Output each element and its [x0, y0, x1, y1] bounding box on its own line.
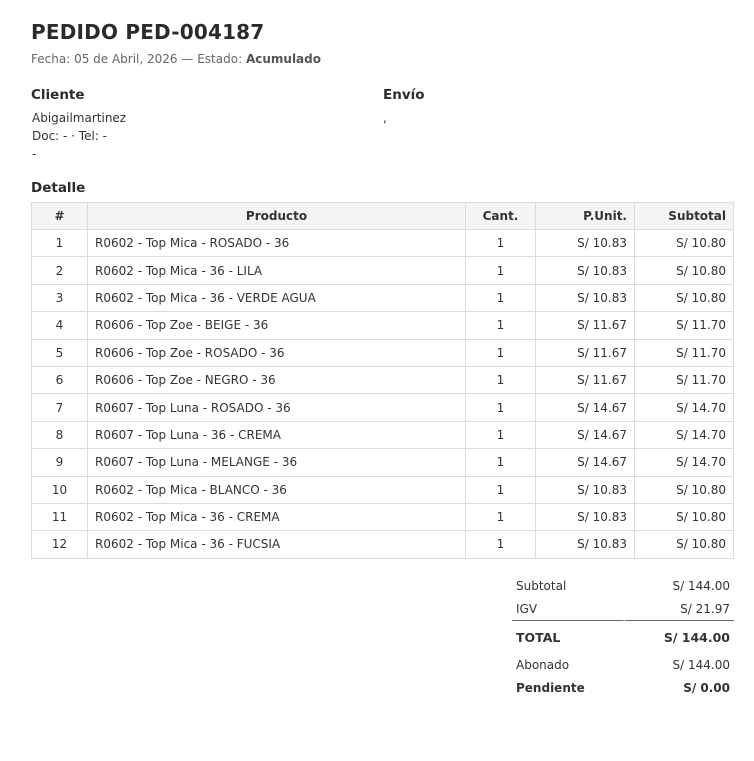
paid-value: S/ 144.00 [672, 657, 730, 672]
row-unit-price: S/ 10.83 [536, 503, 635, 530]
row-number: 6 [32, 366, 88, 393]
row-product: R0607 - Top Luna - MELANGE - 36 [88, 449, 466, 476]
row-product: R0602 - Top Mica - 36 - CREMA [88, 503, 466, 530]
row-number: 11 [32, 503, 88, 530]
row-quantity: 1 [466, 257, 536, 284]
date-label: Fecha: [31, 52, 71, 66]
row-quantity: 1 [466, 284, 536, 311]
row-product: R0602 - Top Mica - 36 - LILA [88, 257, 466, 284]
table-row [32, 230, 734, 257]
row-subtotal: S/ 11.70 [635, 339, 734, 366]
shipping-heading: Envío [383, 87, 425, 103]
row-product: R0606 - Top Zoe - BEIGE - 36 [88, 312, 466, 339]
row-subtotal: S/ 10.80 [635, 476, 734, 503]
subtotal-label: Subtotal [516, 578, 567, 593]
row-subtotal: S/ 10.80 [635, 503, 734, 530]
row-subtotal: S/ 10.80 [635, 531, 734, 558]
row-product: R0606 - Top Zoe - ROSADO - 36 [88, 339, 466, 366]
row-unit-price: S/ 10.83 [536, 257, 635, 284]
row-number: 5 [32, 339, 88, 366]
row-product: R0602 - Top Mica - BLANCO - 36 [88, 476, 466, 503]
row-subtotal: S/ 11.70 [635, 312, 734, 339]
table-row [32, 339, 734, 366]
row-unit-price: S/ 10.83 [536, 230, 635, 257]
row-subtotal: S/ 10.80 [635, 284, 734, 311]
totals-row-igv [512, 597, 734, 621]
client-extra: - [32, 147, 37, 161]
table-row [32, 503, 734, 530]
shipping-line: , [383, 111, 387, 125]
shipping-info [383, 109, 387, 127]
table-row [32, 421, 734, 448]
row-quantity: 1 [466, 366, 536, 393]
row-quantity: 1 [466, 394, 536, 421]
client-name: Abigailmartinez [32, 111, 127, 125]
row-subtotal: S/ 14.70 [635, 421, 734, 448]
paid-label: Abonado [516, 657, 570, 672]
row-quantity: 1 [466, 531, 536, 558]
row-number: 7 [32, 394, 88, 421]
pending-value: S/ 0.00 [683, 680, 730, 695]
total-label: TOTAL [516, 629, 561, 645]
row-product: R0607 - Top Luna - ROSADO - 36 [88, 394, 466, 421]
col-header-product: Producto [88, 203, 466, 230]
meta-separator: — [181, 52, 194, 66]
status-label: Estado: [197, 52, 243, 66]
row-quantity: 1 [466, 476, 536, 503]
table-row [32, 531, 734, 558]
row-unit-price: S/ 10.83 [536, 531, 635, 558]
row-subtotal: S/ 14.70 [635, 449, 734, 476]
row-quantity: 1 [466, 421, 536, 448]
row-unit-price: S/ 11.67 [536, 366, 635, 393]
row-quantity: 1 [466, 449, 536, 476]
col-header-quantity: Cant. [466, 203, 536, 230]
row-number: 4 [32, 312, 88, 339]
order-date: 05 de Abril, 2026 [74, 52, 178, 66]
client-info [32, 109, 126, 163]
detail-heading: Detalle [31, 180, 86, 196]
row-number: 3 [32, 284, 88, 311]
row-unit-price: S/ 11.67 [536, 339, 635, 366]
col-header-unit-price: P.Unit. [536, 203, 635, 230]
row-number: 1 [32, 230, 88, 257]
row-number: 9 [32, 449, 88, 476]
row-product: R0602 - Top Mica - 36 - FUCSIA [88, 531, 466, 558]
client-doc-tel: Doc: - · Tel: - [32, 129, 108, 143]
row-quantity: 1 [466, 503, 536, 530]
row-unit-price: S/ 11.67 [536, 312, 635, 339]
row-unit-price: S/ 10.83 [536, 284, 635, 311]
table-row [32, 284, 734, 311]
row-quantity: 1 [466, 339, 536, 366]
table-row [32, 394, 734, 421]
items-table [31, 202, 734, 559]
totals-summary [512, 574, 734, 699]
table-row [32, 312, 734, 339]
row-number: 8 [32, 421, 88, 448]
pending-label: Pendiente [516, 680, 585, 695]
row-quantity: 1 [466, 312, 536, 339]
client-heading: Cliente [31, 87, 85, 103]
row-number: 12 [32, 531, 88, 558]
totals-row-subtotal [512, 574, 734, 597]
row-number: 10 [32, 476, 88, 503]
row-subtotal: S/ 10.80 [635, 230, 734, 257]
totals-row-pending [512, 676, 734, 699]
col-header-subtotal: Subtotal [635, 203, 734, 230]
row-subtotal: S/ 14.70 [635, 394, 734, 421]
table-row [32, 257, 734, 284]
row-unit-price: S/ 14.67 [536, 421, 635, 448]
table-header-row [32, 203, 734, 230]
totals-row-paid [512, 653, 734, 676]
row-product: R0606 - Top Zoe - NEGRO - 36 [88, 366, 466, 393]
table-row [32, 366, 734, 393]
row-subtotal: S/ 10.80 [635, 257, 734, 284]
row-product: R0602 - Top Mica - ROSADO - 36 [88, 230, 466, 257]
page-title: PEDIDO PED-004187 [31, 20, 265, 44]
total-value: S/ 144.00 [663, 629, 730, 645]
col-header-number: # [32, 203, 88, 230]
row-unit-price: S/ 14.67 [536, 394, 635, 421]
subtotal-value: S/ 144.00 [672, 578, 730, 593]
status-value: Acumulado [245, 52, 321, 66]
totals-row-total [512, 621, 734, 653]
row-product: R0602 - Top Mica - 36 - VERDE AGUA [88, 284, 466, 311]
row-subtotal: S/ 11.70 [635, 366, 734, 393]
row-product: R0607 - Top Luna - 36 - CREMA [88, 421, 466, 448]
order-meta [31, 52, 321, 66]
row-unit-price: S/ 14.67 [536, 449, 635, 476]
table-row [32, 449, 734, 476]
row-number: 2 [32, 257, 88, 284]
table-row [32, 476, 734, 503]
igv-label: IGV [512, 597, 625, 621]
igv-value: S/ 21.97 [625, 597, 734, 621]
row-quantity: 1 [466, 230, 536, 257]
row-unit-price: S/ 10.83 [536, 476, 635, 503]
